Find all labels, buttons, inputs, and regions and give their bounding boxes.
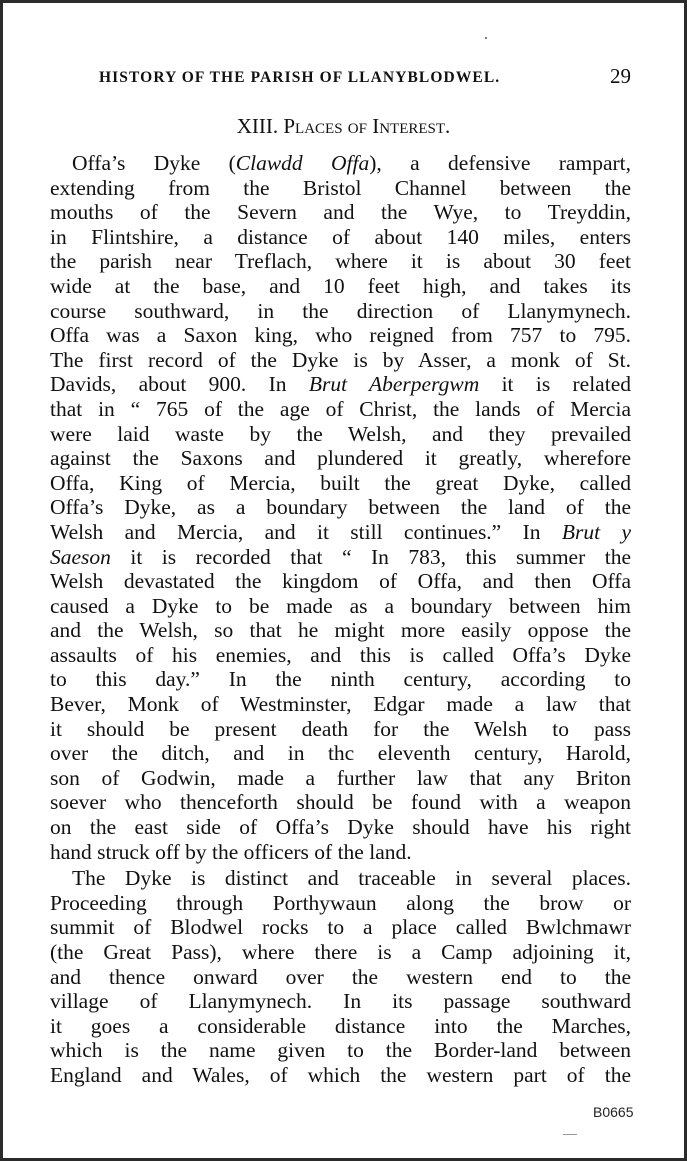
text-line bbox=[50, 1063, 631, 1088]
text-segment: over the ditch, and in thc eleventh century, Harold, bbox=[50, 741, 631, 766]
text-segment: soever who thenceforth should be found with a weapon bbox=[50, 790, 631, 815]
italic-text: Clawdd Offa bbox=[235, 151, 370, 175]
text-segment: against the Saxons and plundered it greatly, wherefore bbox=[50, 446, 631, 471]
text-line bbox=[50, 495, 631, 520]
text-line bbox=[50, 471, 631, 496]
text-segment: England and Wales, of which the western part of the bbox=[50, 1062, 631, 1087]
text-line bbox=[50, 667, 631, 692]
text-segment: The first record of the Dyke is by Asser, a monk of St. bbox=[50, 347, 631, 372]
running-head bbox=[99, 66, 631, 90]
text-segment: ), a defensive rampart, bbox=[369, 151, 631, 175]
text-line bbox=[50, 840, 631, 865]
text-segment: Offa was a Saxon king, who reigned from 757 to 795. bbox=[50, 323, 631, 348]
text-segment: The Dyke is distinct and traceable in several places. bbox=[72, 866, 631, 891]
text-segment: and thence onward over the western end to the bbox=[50, 964, 631, 989]
italic-text: Brut Aberpergwm bbox=[308, 372, 480, 397]
text-line bbox=[50, 200, 631, 225]
text-line bbox=[50, 891, 631, 916]
text-segment: village of Llanymynech. In its passage southward bbox=[50, 989, 631, 1014]
text-segment: summit of Blodwel rocks to a place called Bwlchmawr bbox=[50, 915, 631, 940]
text-line bbox=[50, 274, 631, 299]
footer-code: B0665 bbox=[593, 1104, 634, 1120]
text-segment: course southward, in the direction of Llanymynech. bbox=[50, 298, 631, 323]
text-segment: Bever, Monk of Westminster, Edgar made a law that bbox=[50, 692, 631, 717]
text-line bbox=[50, 594, 631, 619]
speck bbox=[485, 37, 487, 39]
text-line bbox=[50, 520, 631, 545]
running-title: HISTORY OF THE PARISH OF LLANYBLODWEL. bbox=[99, 69, 501, 86]
text-line bbox=[50, 815, 631, 840]
italic-text: Brut y bbox=[561, 519, 631, 544]
text-line bbox=[50, 397, 631, 422]
text-segment: in Flintshire, a distance of about 140 miles, enters bbox=[50, 224, 631, 249]
paragraph bbox=[50, 151, 631, 864]
text-line bbox=[50, 422, 631, 447]
text-line bbox=[50, 915, 631, 940]
text-segment: extending from the Bristol Channel between the bbox=[50, 175, 631, 200]
body-text bbox=[50, 151, 631, 1088]
text-line bbox=[50, 741, 631, 766]
text-line bbox=[50, 569, 631, 594]
text-line bbox=[50, 176, 631, 201]
text-segment: which is the name given to the Border-land between bbox=[50, 1038, 631, 1063]
text-segment: caused a Dyke to be made as a boundary between him bbox=[50, 593, 631, 618]
text-segment: Offa’s Dyke, as a boundary between the land of the bbox=[50, 495, 631, 520]
text-segment: it is related bbox=[479, 372, 631, 397]
text-line bbox=[50, 965, 631, 990]
text-segment: Welsh and Mercia, and it still continues.” In bbox=[50, 519, 562, 544]
text-segment: the parish near Treflach, where it is about 30 feet bbox=[50, 249, 631, 274]
text-line bbox=[50, 1038, 631, 1063]
text-segment: Welsh devastated the kingdom of Offa, and then Offa bbox=[50, 569, 631, 594]
text-segment: son of Godwin, made a further law that any Briton bbox=[50, 765, 631, 790]
text-segment: it goes a considerable distance into the Marches, bbox=[50, 1013, 631, 1038]
text-line bbox=[50, 1014, 631, 1039]
text-segment: wide at the base, and 10 feet high, and takes its bbox=[50, 273, 631, 298]
smudge bbox=[563, 1134, 577, 1135]
text-line bbox=[50, 151, 631, 176]
italic-text: Saeson bbox=[50, 544, 111, 569]
text-segment: were laid waste by the Welsh, and they prevailed bbox=[50, 421, 631, 446]
text-line bbox=[50, 866, 631, 891]
section-heading: XIII. Places of Interest. bbox=[236, 114, 451, 138]
text-line bbox=[50, 940, 631, 965]
text-line bbox=[50, 545, 631, 570]
text-line bbox=[50, 249, 631, 274]
text-segment: mouths of the Severn and the Wye, to Treyddin, bbox=[50, 200, 631, 225]
text-segment: it is recorded that “ In 783, this summer the bbox=[110, 544, 631, 569]
text-segment: it should be present death for the Welsh to pass bbox=[50, 716, 631, 741]
text-segment: Offa, King of Mercia, built the great Dyke, called bbox=[50, 470, 631, 495]
text-line bbox=[50, 989, 631, 1014]
text-segment: hand struck off by the officers of the land. bbox=[50, 839, 412, 864]
text-line bbox=[50, 348, 631, 373]
text-line bbox=[50, 446, 631, 471]
text-line bbox=[50, 766, 631, 791]
text-segment: to this day.” In the ninth century, according to bbox=[50, 667, 631, 692]
text-line bbox=[50, 299, 631, 324]
text-line bbox=[50, 643, 631, 668]
page-number: 29 bbox=[610, 64, 631, 88]
text-segment: assaults of his enemies, and this is called Offa’s Dyke bbox=[50, 642, 631, 667]
text-line bbox=[50, 323, 631, 348]
text-segment: on the east side of Offa’s Dyke should have his right bbox=[50, 815, 631, 840]
text-line bbox=[50, 692, 631, 717]
text-segment: Proceeding through Porthywaun along the brow or bbox=[50, 890, 631, 915]
text-segment: that in “ 765 of the age of Christ, the lands of Mercia bbox=[50, 396, 631, 421]
text-segment: Offa’s Dyke ( bbox=[72, 151, 236, 175]
text-line bbox=[50, 225, 631, 250]
text-line bbox=[50, 372, 631, 397]
text-line bbox=[50, 717, 631, 742]
text-segment: (the Great Pass), where there is a Camp adjoining it, bbox=[50, 940, 631, 964]
text-segment: and the Welsh, so that he might more easily oppose the bbox=[50, 618, 631, 643]
text-line bbox=[50, 618, 631, 643]
paragraph bbox=[50, 866, 631, 1087]
text-segment: Davids, about 900. In bbox=[50, 372, 309, 397]
text-line bbox=[50, 790, 631, 815]
